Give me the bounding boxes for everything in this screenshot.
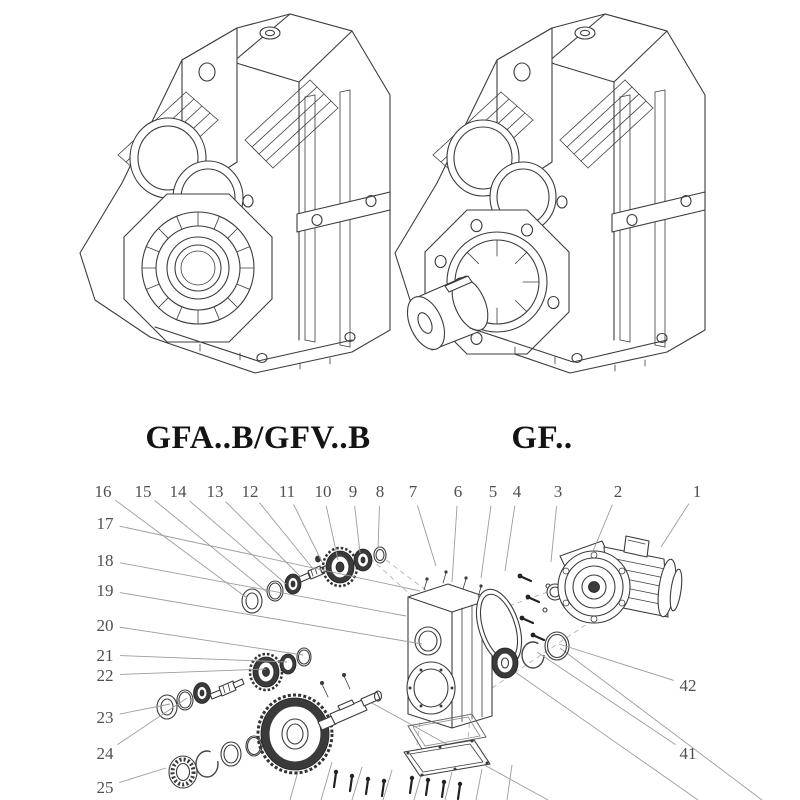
callout-number-16: 16 xyxy=(94,482,112,501)
callout-leader-11 xyxy=(294,504,322,562)
callout-number-10: 10 xyxy=(314,482,332,501)
cover-plate xyxy=(404,740,490,776)
callout-number-9: 9 xyxy=(348,482,358,501)
callout-number-14: 14 xyxy=(169,482,187,501)
fastening-bolts xyxy=(518,574,550,640)
callout-number-7: 7 xyxy=(408,482,418,501)
callout-number-20: 20 xyxy=(96,616,114,635)
ring xyxy=(297,648,311,666)
motor xyxy=(558,536,684,623)
callout-number-17: 17 xyxy=(96,514,114,533)
callout-number-18: 18 xyxy=(96,551,114,570)
callout-leader-12 xyxy=(259,503,314,570)
callout-leader-1 xyxy=(661,504,689,547)
pinion-shaft xyxy=(299,565,330,582)
gearbox-drawing-gf xyxy=(395,14,705,373)
gear-housing xyxy=(407,570,492,728)
callout-layer xyxy=(95,482,702,797)
callout-leader-42 xyxy=(559,644,674,680)
callout-leader-7 xyxy=(417,505,436,566)
callout-number-3: 3 xyxy=(553,482,563,501)
model-label-left: GFA..B/GFV..B xyxy=(145,420,371,456)
roller-bearing xyxy=(169,756,197,788)
callout-number-21: 21 xyxy=(96,646,114,665)
model-label-right: GF.. xyxy=(511,420,573,456)
callout-leader-8 xyxy=(378,506,379,549)
callout-leader-4 xyxy=(505,506,515,571)
cover-bolts xyxy=(334,770,462,799)
callout-number-23: 23 xyxy=(96,708,114,727)
bottom-cover-set xyxy=(334,714,490,799)
plug-small xyxy=(243,195,253,207)
callout-number-5: 5 xyxy=(488,482,498,501)
callout-number-12: 12 xyxy=(241,482,259,501)
callout-leader-5 xyxy=(481,506,491,578)
callout-leader-24 xyxy=(117,698,187,745)
callout-leader-6 xyxy=(452,506,457,582)
callout-leader-9 xyxy=(355,506,360,553)
gear-wheel xyxy=(250,654,282,690)
callout-number-11: 11 xyxy=(278,482,296,501)
vent-plug xyxy=(260,27,280,39)
callout-number-15: 15 xyxy=(134,482,152,501)
helical-gear xyxy=(258,695,332,773)
callout-number-22: 22 xyxy=(96,666,114,685)
exploded-parts-diagram xyxy=(157,536,762,800)
callout-leader-20 xyxy=(120,627,303,655)
cutoff-leaders xyxy=(290,648,762,800)
callout-number-4: 4 xyxy=(512,482,522,501)
callout-number-41: 41 xyxy=(679,744,697,763)
callout-leader-41 xyxy=(537,652,676,745)
callout-number-8: 8 xyxy=(375,482,385,501)
ring xyxy=(246,736,262,756)
gearbox-drawing-gfab-gfvb xyxy=(80,14,390,373)
callout-number-19: 19 xyxy=(96,581,114,600)
callout-number-1: 1 xyxy=(692,482,702,501)
callout-number-42: 42 xyxy=(679,676,697,695)
callout-leader-25 xyxy=(119,768,166,783)
callout-leader-3 xyxy=(551,506,557,562)
callout-number-6: 6 xyxy=(453,482,463,501)
snap-ring xyxy=(196,751,218,777)
callout-number-2: 2 xyxy=(613,482,623,501)
washer xyxy=(221,742,241,766)
gear-wheel xyxy=(323,548,357,586)
callout-leader-10 xyxy=(326,506,338,560)
callout-number-13: 13 xyxy=(206,482,224,501)
callout-number-25: 25 xyxy=(96,778,114,797)
pinion-shaft xyxy=(210,679,244,699)
callout-number-24: 24 xyxy=(96,744,114,763)
callout-leader-22 xyxy=(120,669,266,674)
motor-flange xyxy=(558,551,630,623)
vent-plug xyxy=(575,27,595,39)
shaft-keys xyxy=(320,673,350,697)
